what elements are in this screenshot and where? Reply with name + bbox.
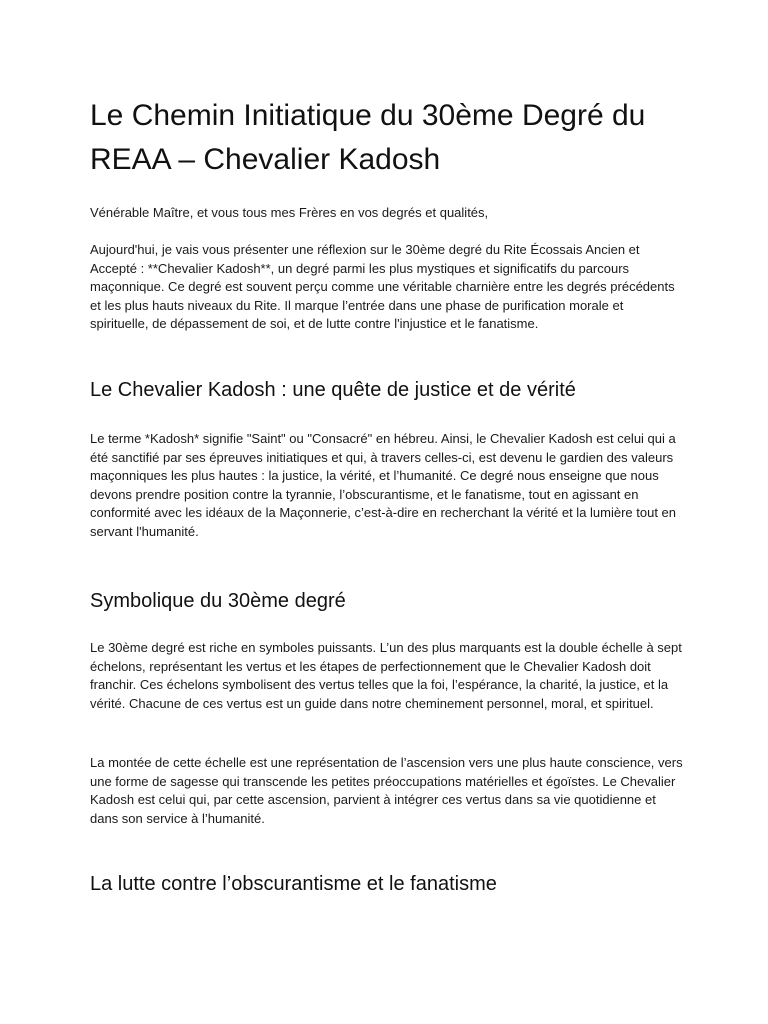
- section-heading-lutte-obscurantisme: La lutte contre l’obscurantisme et le fanatisme: [90, 873, 497, 895]
- salutation-paragraph: Vénérable Maître, et vous tous mes Frères en vos degrés et qualités,: [90, 205, 489, 220]
- section-paragraph-kadosh-meaning: Le terme *Kadosh* signifie "Saint" ou "Consacré" en hébreu. Ainsi, le Chevalier Kadosh est celui qui a été sanctifié par ses épreuves initiatiques et qui, à travers celles-ci, est devenu le gardien des valeurs maçonniques les plus hautes : la justice, la vérité, et l’humanité. Ce degré nous enseigne que nous devons prendre position contre la tyrannie, l’obscurantisme, et le fanatisme, tout en agissant en conformité avec les idéaux de la Maçonnerie, c’est-à-dire en recherchant la vérité et la lumière tout en servant l'humanité.: [90, 431, 677, 539]
- section-heading-symbolique: Symbolique du 30ème degré: [90, 590, 346, 612]
- section-paragraph-double-echelle: Le 30ème degré est riche en symboles puissants. L’un des plus marquants est la double échelle à sept échelons, représentant les vertus et les étapes de perfectionnement que le Chevalier Kadosh doit franchir. Ces échelons symbolisent des vertus telles que la foi, l’espérance, la charité, la justice, et la vérité. Chacune de ces vertus est un guide dans notre cheminement personnel, moral, et spirituel.: [90, 640, 682, 711]
- section-heading-chevalier-kadosh: Le Chevalier Kadosh : une quête de justice et de vérité: [90, 379, 576, 401]
- intro-paragraph: Aujourd'hui, je vais vous présenter une réflexion sur le 30ème degré du Rite Écossais Ancien et Accepté : **Chevalier Kadosh**, un degré parmi les plus mystiques et significatifs du parcours maçonnique. Ce degré est souvent perçu comme une véritable charnière entre les degrés précédents et les plus hauts niveaux du Rite. Il marque l’entrée dans une phase de purification morale et spirituelle, de dépassement de soi, et de lutte contre l'injustice et le fanatisme.: [90, 242, 675, 332]
- section-paragraph-montee-echelle: La montée de cette échelle est une représentation de l’ascension vers une plus haute conscience, vers une forme de sagesse qui transcende les petites préoccupations matérielles et égoïstes. Le Chevalier Kadosh est celui qui, par cette ascension, parvient à intégrer ces vertus dans sa vie quotidienne et dans son service à l’humanité.: [90, 755, 683, 826]
- page-title: Le Chemin Initiatique du 30ème Degré du REAA – Chevalier Kadosh: [90, 99, 646, 176]
